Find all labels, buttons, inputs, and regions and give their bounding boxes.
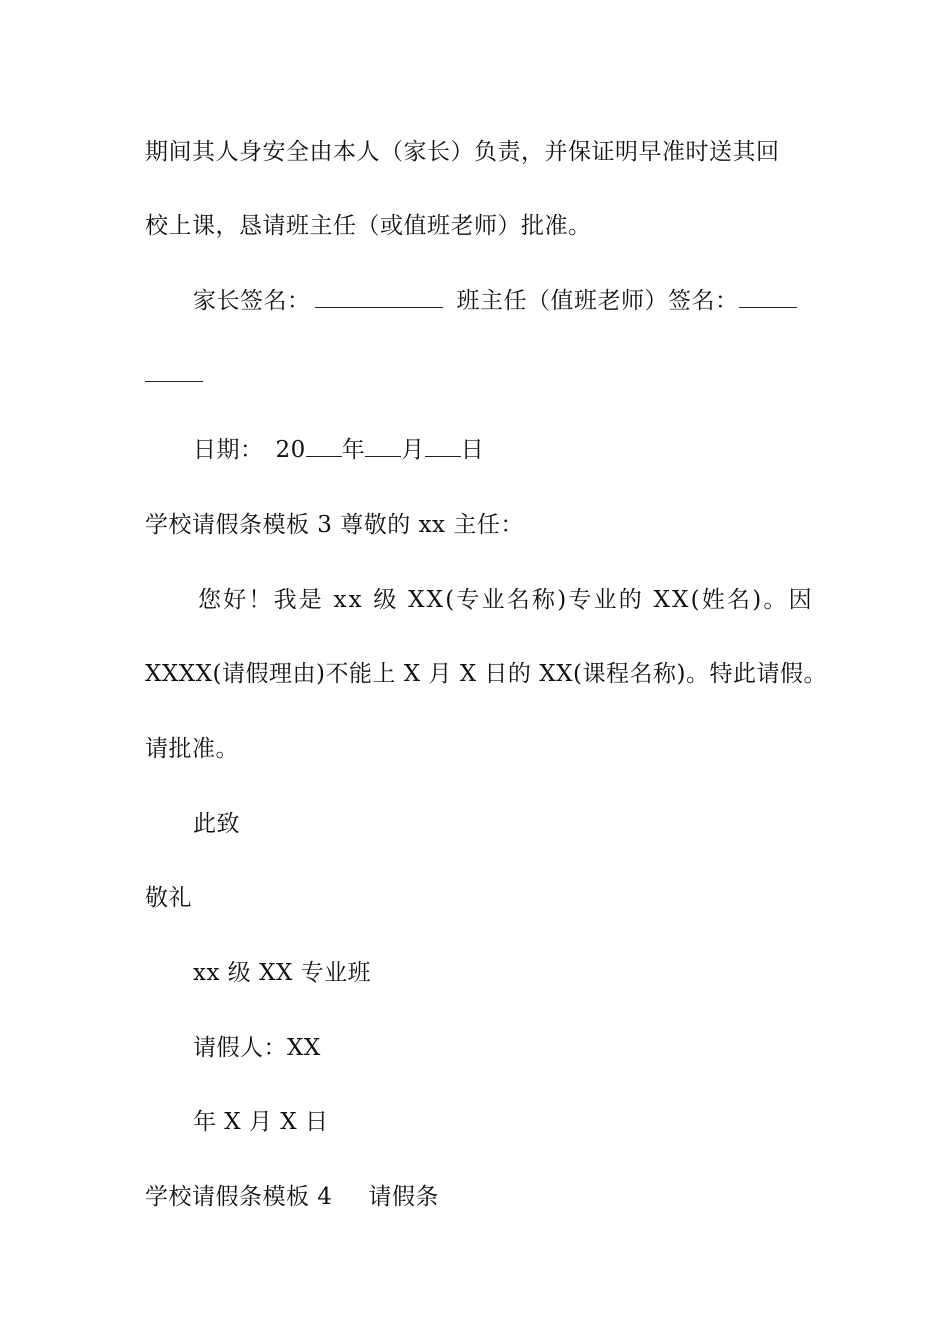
- signed-date-line: 年 X 月 X 日: [193, 1109, 329, 1135]
- date-day-unit: 日: [460, 437, 485, 463]
- date-day-blank: [425, 436, 461, 457]
- date-year-blank: [306, 436, 342, 457]
- teacher-signature-blank-start: [739, 287, 797, 308]
- request-line: 请批准。: [145, 736, 239, 762]
- salutation-line: 敬礼: [145, 885, 192, 911]
- teacher-signature-label: 班主任（值班老师）签名：: [456, 288, 739, 314]
- closing-line: 此致: [193, 811, 240, 837]
- parent-signature-label: 家长签名：: [193, 288, 311, 314]
- date-line: [193, 435, 484, 465]
- date-month-unit: 月: [401, 437, 425, 463]
- template-4-heading: [145, 1182, 439, 1212]
- parent-signature-blank: [315, 287, 443, 308]
- template-3-heading: 学校请假条模板 3 尊敬的 xx 主任：: [145, 512, 524, 538]
- signature-line: [193, 286, 797, 316]
- teacher-signature-blank-end: [145, 361, 203, 382]
- date-year-prefix: 20: [275, 437, 306, 463]
- paragraph-line-2: 校上课，恳请班主任（或值班老师）批准。: [145, 213, 592, 239]
- date-month-blank: [365, 436, 401, 457]
- date-year-unit: 年: [341, 437, 366, 463]
- leave-note-title: 请假条: [368, 1184, 439, 1210]
- applicant-line: 请假人：XX: [193, 1035, 321, 1061]
- class-line: xx 级 XX 专业班: [193, 960, 372, 986]
- greeting-line: 您好！我是 xx 级 XX(专业名称)专业的 XX(姓名)。因: [198, 587, 814, 613]
- signature-line-continued: [145, 360, 203, 390]
- template-4-title: 学校请假条模板 4: [145, 1184, 333, 1210]
- date-label: 日期：: [193, 437, 264, 463]
- reason-line: XXXX(请假理由)不能上 X 月 X 日的 XX(课程名称)。特此请假。: [145, 661, 827, 687]
- paragraph-line-1: 期间其人身安全由本人（家长）负责，并保证明早准时送其回: [145, 139, 780, 165]
